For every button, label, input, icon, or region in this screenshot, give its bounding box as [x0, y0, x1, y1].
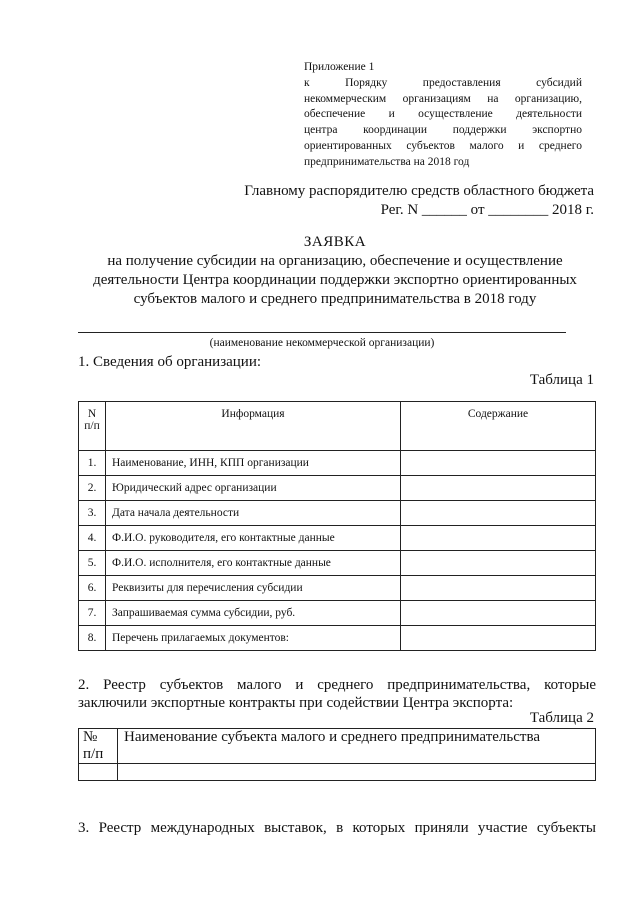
- section2-text: [78, 676, 596, 712]
- appendix-line: к Порядку предоставления субсидий: [304, 76, 582, 89]
- row-num: [79, 764, 118, 781]
- row-info: Юридический адрес организации: [106, 476, 401, 501]
- row-content: [401, 626, 596, 651]
- table-row: [79, 626, 596, 651]
- row-num: 2.: [79, 476, 106, 501]
- section2-line: 2. Реестр субъектов малого и среднего предпринимательства, которые: [78, 677, 596, 693]
- row-num: 8.: [79, 626, 106, 651]
- row-info: Ф.И.О. руководителя, его контактные данные: [106, 526, 401, 551]
- table-row: [79, 501, 596, 526]
- table-row: [79, 526, 596, 551]
- appendix-line: предпринимательства на 2018 год: [304, 155, 470, 168]
- row-num: 7.: [79, 601, 106, 626]
- appendix-line: некоммерческим организациям на организацию,: [304, 92, 582, 105]
- header-num: № п/п: [79, 729, 118, 764]
- header-num: N п/п: [79, 402, 106, 451]
- registration-line: Рег. N ______ от ________ 2018 г.: [380, 202, 594, 218]
- header-content: Содержание: [401, 402, 596, 451]
- row-sme-name: [118, 764, 596, 781]
- table-row: [79, 551, 596, 576]
- sme-registry-table: [78, 728, 596, 781]
- appendix-block: [304, 60, 582, 171]
- table-header-row: [79, 729, 596, 764]
- table-row: [79, 476, 596, 501]
- addressee-title: Главному распорядителю средств областного бюджета: [244, 183, 594, 199]
- table-row: [79, 601, 596, 626]
- table2-label: Таблица 2: [529, 710, 594, 726]
- row-num: 3.: [79, 501, 106, 526]
- application-subtitle-line: на получение субсидии на организацию, обеспечение и осуществление: [107, 253, 563, 269]
- row-content: [401, 601, 596, 626]
- row-info: Наименование, ИНН, КПП организации: [106, 451, 401, 476]
- row-content: [401, 451, 596, 476]
- org-name-blank-line: [78, 332, 566, 333]
- row-num: 5.: [79, 551, 106, 576]
- row-num: 4.: [79, 526, 106, 551]
- row-num: 6.: [79, 576, 106, 601]
- row-content: [401, 501, 596, 526]
- application-subtitle-line: деятельности Центра координации поддержки экспортно ориентированных: [93, 272, 577, 288]
- application-title-block: [70, 233, 600, 309]
- table-header-row: [79, 402, 596, 451]
- application-heading: ЗАЯВКА: [303, 234, 367, 250]
- appendix-line: центра координации поддержки экспортно: [304, 124, 582, 137]
- row-content: [401, 476, 596, 501]
- table1-label: Таблица 1: [529, 372, 594, 388]
- header-info: Информация: [106, 402, 401, 451]
- table-row: [79, 576, 596, 601]
- table-row: [79, 764, 596, 781]
- section3-text: 3. Реестр международных выставок, в которых приняли участие субъекты: [78, 820, 596, 836]
- addressee-block: [244, 182, 594, 220]
- row-info: Запрашиваемая сумма субсидии, руб.: [106, 601, 401, 626]
- appendix-line: Приложение 1: [304, 61, 375, 73]
- row-info: Реквизиты для перечисления субсидии: [106, 576, 401, 601]
- header-sme-name: Наименование субъекта малого и среднего предпринимательства: [118, 729, 596, 764]
- section1-title: 1. Сведения об организации:: [78, 354, 262, 370]
- row-content: [401, 551, 596, 576]
- appendix-line: ориентированных субъектов малого и среднего: [304, 139, 582, 152]
- row-num: 1.: [79, 451, 106, 476]
- appendix-line: обеспечение и осуществление деятельности: [304, 108, 582, 121]
- section2-line: заключили экспортные контракты при содействии Центра экспорта:: [78, 695, 514, 711]
- organization-info-table: [78, 401, 596, 651]
- table-row: [79, 451, 596, 476]
- org-name-caption: (наименование некоммерческой организации): [209, 337, 435, 349]
- row-info: Ф.И.О. исполнителя, его контактные данные: [106, 551, 401, 576]
- row-content: [401, 526, 596, 551]
- application-subtitle-line: субъектов малого и среднего предпринимательства в 2018 году: [133, 291, 537, 307]
- row-info: Перечень прилагаемых документов:: [106, 626, 401, 651]
- row-info: Дата начала деятельности: [106, 501, 401, 526]
- row-content: [401, 576, 596, 601]
